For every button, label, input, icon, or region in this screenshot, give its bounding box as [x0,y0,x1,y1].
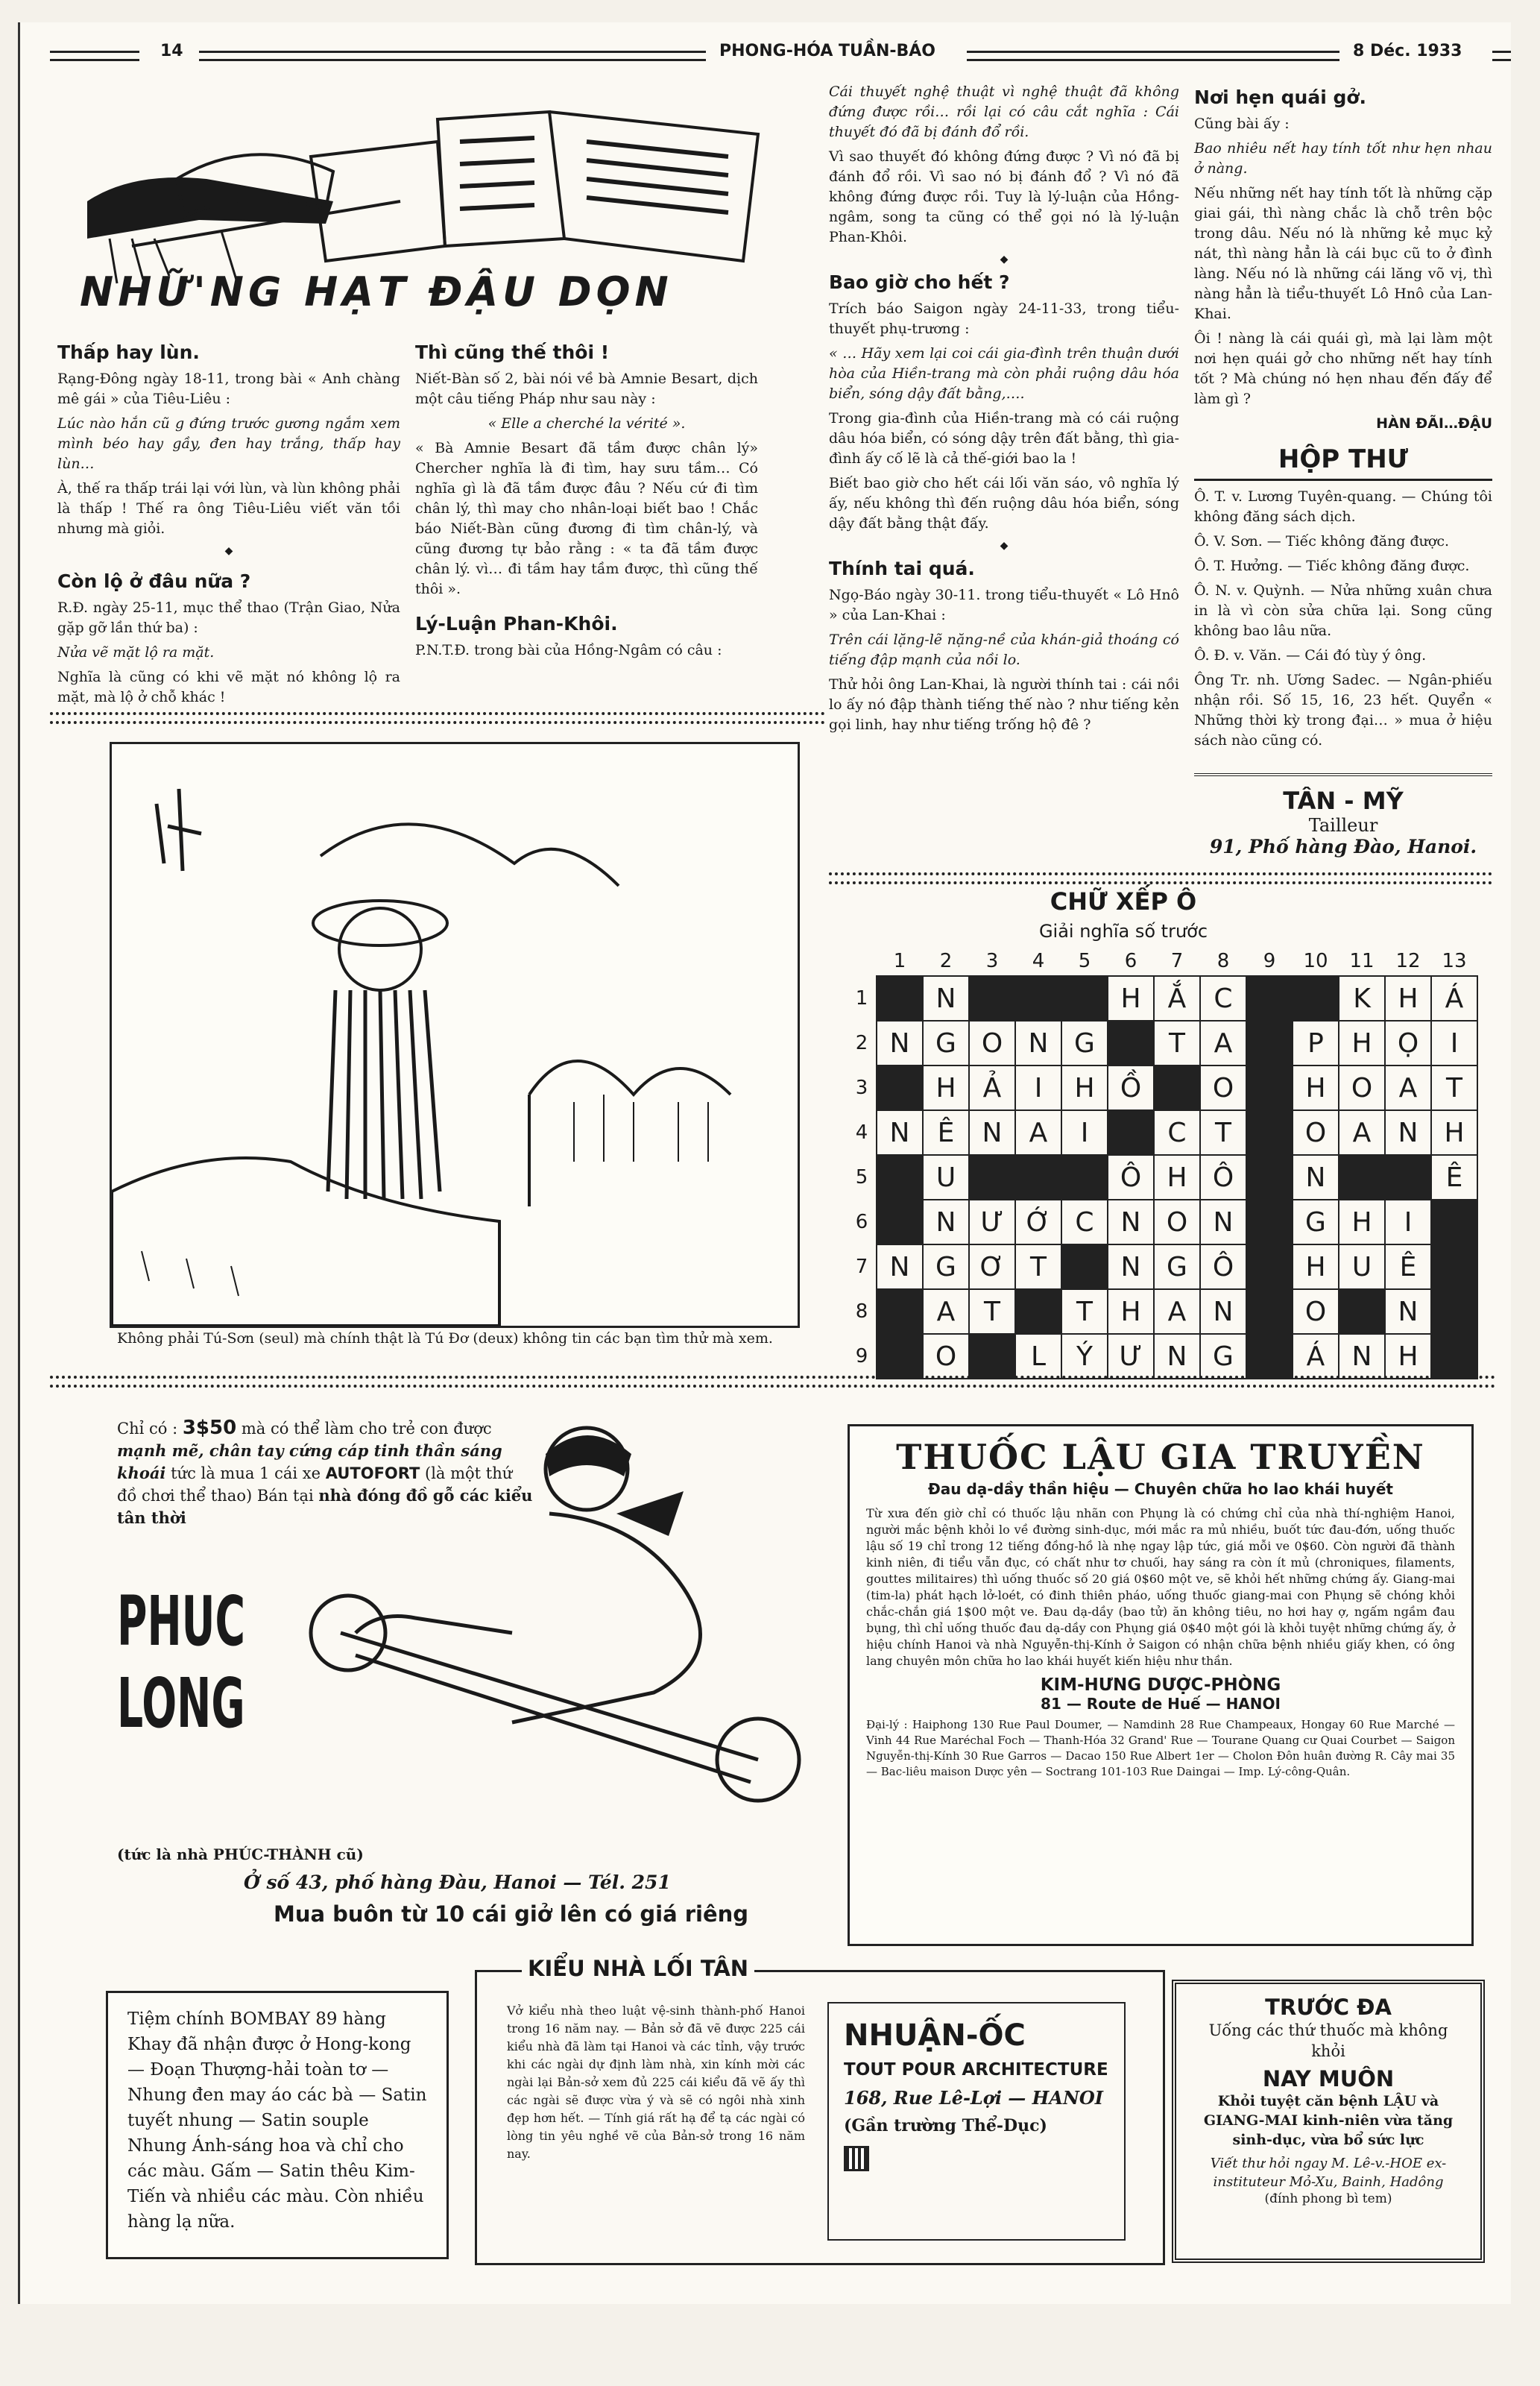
article-quote: Lúc nào hắn cũ g đứng trước gương ngắm xem mình béo hay gầy, đen hay trắng, thấp hay lùn… [57,415,400,472]
crossword-row-number: 4 [855,1121,868,1144]
crossword-title: CHỮ XẾP Ô [1050,887,1197,916]
crossword-cell: H [1431,1110,1477,1155]
paper-name: PHONG-HÓA TUẦN-BÁO [713,42,941,60]
crossword-cell: H [923,1065,969,1110]
crossword-cell: Ê [1431,1155,1477,1200]
section-title: NHỮ'NG HẠT ĐẬU DỌN [80,268,673,315]
crossword-black-cell [1015,1155,1061,1200]
mailbox-entry: Ô. T. v. Lương Tuyên-quang. — Chúng tôi không đăng sách dịch. [1194,488,1492,525]
crossword-cell: L [1015,1334,1061,1379]
article-text: Cũng bài ấy : [1194,116,1290,132]
mailbox-entry: Ông Tr. nh. Ương Sadec. — Ngân-phiếu nhận rồi. Số 15, 16, 23 hết. Quyển « Những thời kỳ trong đại… » mua ở hiệu sách nào cũng có. [1194,672,1492,749]
article-title: Bao giờ cho hết ? [829,271,1010,293]
crossword-cell: T [1015,1244,1061,1289]
firm-subtitle: TOUT POUR ARCHITECTURE [844,2060,1108,2080]
medicine-ad [848,1424,1474,1946]
crossword-row-number: 8 [855,1300,868,1323]
crossword-cell: I [1385,1200,1431,1244]
crossword-cell: N [877,1244,923,1289]
article-title: Thì cũng thế thôi ! [415,341,610,363]
divider [50,712,825,724]
crossword-cell: T [1200,1110,1246,1155]
crossword-col-number: 3 [985,950,999,972]
crossword-cell: H [1108,1289,1154,1334]
mailbox-entry: Ô. V. Sơn. — Tiếc không đăng được. [1194,533,1450,550]
crossword-cell: O [1200,1065,1246,1110]
article-text: R.Đ. ngày 25-11, mục thể thao (Trận Giao, Nửa gặp gỡ lần thứ ba) : [57,599,400,636]
crossword-cell: Ô [1200,1244,1246,1289]
crossword-cell: H [1293,1065,1339,1110]
crossword-cell: A [1339,1110,1385,1155]
crossword-cell: N [1385,1289,1431,1334]
article-quote: « Elle a cherché la vérité ». [487,415,686,432]
crossword-black-cell [1339,1289,1385,1334]
crossword-cell: C [1200,976,1246,1021]
child-on-scooter-drawing [266,1409,818,1812]
separator-diamond: ◆ [1000,540,1009,552]
crossword-cell: N [877,1021,923,1065]
article-quote: Bao nhiêu nết hay tính tốt như hẹn nhau ở nàng. [1194,140,1492,177]
cartoon-frame [110,742,800,1328]
crossword-cell: T [1061,1289,1108,1334]
article-title: Nơi hẹn quái gở. [1194,86,1367,108]
crossword-cell: G [923,1021,969,1065]
article-text: Biết bao giờ cho hết cái lối văn sáo, vô nghĩa lý ấy, nếu không thì đến ruộng dâu hóa biển, sóng dậy đất bằng thật đấy. [829,475,1179,532]
crossword-black-cell [877,1334,923,1379]
crossword-cell: A [1015,1110,1061,1155]
article-text: P.N.T.Đ. trong bài của Hồng-Ngâm có câu : [415,642,722,658]
signature: HÀN ĐÃI…ĐẬU [1376,415,1492,432]
crossword-row-number: 9 [855,1345,868,1367]
crossword-black-cell [1246,1334,1293,1379]
cure-contact: Viết thư hỏi ngay M. Lê-v.-HOE ex-instituteur Mỏ-Xu, Bainh, Hadông [1210,2156,1447,2190]
wholesale-note: Mua buôn từ 10 cái giở lên có giá riêng [274,1901,749,1927]
tailor-ad [1194,773,1492,857]
crossword-row-number: 6 [855,1211,868,1233]
crossword-black-cell [1108,1021,1154,1065]
ad-text: nhà đóng đồ gỗ các kiểu tân thời [117,1486,533,1527]
crossword-cell: Ắ [1154,976,1200,1021]
crossword-cell: Ồ [1108,1065,1154,1110]
crossword-cell: N [923,1200,969,1244]
crossword-cell: N [1108,1244,1154,1289]
crossword-cell: Ư [1108,1334,1154,1379]
crossword-black-cell [1154,1065,1200,1110]
crossword-cell: N [923,976,969,1021]
crossword-black-cell [969,976,1015,1021]
crossword-subtitle: Giải nghĩa số trước [1038,921,1208,942]
mailbox-entry: Ô. Đ. v. Văn. — Cái đó tùy ý ông. [1194,647,1427,664]
crossword-col-number: 2 [939,950,953,972]
crossword-cell: Ô [1200,1155,1246,1200]
firm-name: NHUẬN-ỐC [844,2018,1026,2053]
article-text: Trong gia-đình của Hiền-trang mà có cái ruộng dâu hóa biển, có sóng dậy trên đất bằng, thì gia-đình ấy cố lẽ là cả thế-giới bao la ! [829,410,1179,467]
crossword-cell: A [1154,1289,1200,1334]
crossword-cell: H [1108,976,1154,1021]
price: 3$50 [182,1417,237,1439]
crossword-cell: A [923,1289,969,1334]
crossword-row-number: 2 [855,1032,868,1054]
crossword-black-cell [1246,976,1293,1021]
crossword-black-cell [1108,1110,1154,1155]
crossword-col-number: 4 [1032,950,1045,972]
ad-text: mà có thể làm cho trẻ con được [241,1420,492,1438]
logo-line: LONG [117,1663,245,1743]
tailor-subtitle: Tailleur [1308,815,1378,836]
crossword-black-cell [1431,1289,1477,1334]
crossword-cell: C [1154,1110,1200,1155]
pharmacy-name: KIM-HƯNG DƯỢC-PHÒNG [1040,1675,1281,1695]
crossword-black-cell [1246,1244,1293,1289]
tailor-address: 91, Phố hàng Đào, Hanoi. [1209,836,1477,857]
crossword-row-number: 7 [855,1256,868,1278]
crossword-cell: Á [1431,976,1477,1021]
tailor-name: TÂN - MỸ [1283,787,1404,815]
crossword-col-number: 1 [893,950,906,972]
crossword-black-cell [1293,976,1339,1021]
crossword-black-cell [877,976,923,1021]
crossword-cell: O [1293,1110,1339,1155]
crossword-black-cell [1061,976,1108,1021]
crossword-cell: H [1061,1065,1108,1110]
crossword-cell: I [1431,1021,1477,1065]
article-text: « Bà Amnie Besart đã tầm được chân lý» Chercher nghĩa là đi tìm, hay sưu tầm… Có nghĩa gì là đã tầm được đâu ? Nếu cứ đi tìm chân lý, thì may cho nhân-loại biết bao ! Chắc báo Niết-Bàn cũng đương đi tìm chân-lý, và cũng đương tự bảo rằng : « ta đã tầm được chân lý. vì… đi tầm hay tầm được, thì cũng thế thôi ». [415,440,758,597]
title-illustration [87,89,803,291]
crossword-black-cell [1246,1200,1293,1244]
crossword-black-cell [1015,1289,1061,1334]
crossword-cell: N [1293,1155,1339,1200]
pen-and-papers-drawing [87,89,803,291]
cartoon-caption: Không phải Tú-Sơn (seul) mà chính thật là Tú Đơ (deux) không tin các bạn tìm thử mà xem. [117,1330,773,1347]
crossword-black-cell [969,1334,1015,1379]
crossword-cell: K [1339,976,1385,1021]
crossword-black-cell [1246,1155,1293,1200]
crossword-black-cell [1246,1021,1293,1065]
article-quote: Trên cái lặng-lẽ nặng-nề của khán-giả thoáng có tiếng đập mạnh của nồi lo. [829,632,1179,668]
crossword-col-number: 9 [1263,950,1276,972]
crossword-cell: N [1015,1021,1061,1065]
article-quote: « … Hãy xem lại coi cái gia-đình trên thuận dưới hòa của Hiền-trang mà còn phải ruộng dâu hóa biển, sóng dậy đất bằng,…. [829,345,1179,402]
crossword-cell: Ô [1108,1155,1154,1200]
cure-note: (đính phong bì tem) [1264,2191,1392,2206]
column-4 [1194,82,1492,857]
crossword-cell: N [1339,1334,1385,1379]
ad-text: Chỉ có : [117,1420,178,1438]
ad-text: tức là mua 1 cái xe [171,1464,321,1482]
cure-text: Khỏi tuyệt căn bệnh LẬU và GIANG-MAI kinh-niên vừa tăng sinh-dục, vừa bổ sức lực [1203,2093,1454,2148]
pharmacy-address: 81 — Route de Huế — HANOI [1041,1695,1281,1713]
crossword-cell: G [1061,1021,1108,1065]
crossword-cell: O [1293,1289,1339,1334]
crossword-cell: A [1385,1065,1431,1110]
crossword-cell: Ả [969,1065,1015,1110]
crossword-cell: Ư [969,1200,1015,1244]
crossword-black-cell [877,1065,923,1110]
crossword-col-number: 5 [1078,950,1091,972]
crossword-cell: H [1154,1155,1200,1200]
crossword-black-cell [1339,1155,1385,1200]
ad-text: (là một thứ đồ chơi thể thao) [117,1464,513,1505]
crossword-cell: H [1293,1244,1339,1289]
crossword-cell: Ý [1061,1334,1108,1379]
cure-text: Uống các thứ thuốc mà không khỏi [1208,2021,1448,2060]
crossword-cell: I [1061,1110,1108,1155]
crossword-cell: O [969,1021,1015,1065]
article-text: Thử hỏi ông Lan-Khai, là người thính tai : cái nồi lo ấy nó đập thành tiếng thế nào ? như tiếng kẻn gọi linh, hay như tiếng trống hộ đê ? [829,676,1179,733]
house-ad [475,1956,1165,2265]
cartoon-seated-man [112,744,798,1326]
crossword-cell: G [923,1244,969,1289]
medicine-title: THUỐC LẬU GIA TRUYỀN [896,1437,1425,1477]
crossword-cell: Ê [923,1110,969,1155]
column-2 [415,328,758,665]
crossword-col-number: 7 [1170,950,1184,972]
crossword-col-number: 11 [1349,950,1375,972]
column-1 [57,328,400,712]
crossword-col-number: 12 [1395,950,1421,972]
crossword-black-cell [969,1155,1015,1200]
autofort-ad [57,1409,833,1946]
separator-diamond: ◆ [1000,254,1009,265]
crossword-cell: N [969,1110,1015,1155]
crossword-cell: O [1154,1200,1200,1244]
divider [829,872,1492,884]
article-text: Ngọ-Báo ngày 30-11. trong tiểu-thuyết « Lô Hnô » của Lan-Khai : [829,587,1179,623]
architect-box [827,2002,1126,2241]
crossword-col-number: 13 [1442,950,1467,972]
crossword-black-cell [1246,1065,1293,1110]
mailbox-title: HỘP THƯ [1194,444,1492,481]
cure-ad [1172,1980,1485,2263]
crossword-col-number: 8 [1216,950,1230,972]
crossword-black-cell [1061,1244,1108,1289]
separator-diamond: ◆ [224,545,233,557]
crossword-cell: N [1154,1334,1200,1379]
crossword-black-cell [877,1155,923,1200]
page-number: 14 [154,42,189,60]
article-text: Vì sao thuyết đó không đứng được ? Vì nó đã bị đánh đổ rồi. Vì sao nó bị đánh đổ ? Vì nó đã không đứng được rồi. Tuy là lý-luận của Hồng-ngâm, song ta cũng có thể gọi nó là lý-luận Phan-Khôi. [829,148,1179,245]
crossword-cell: T [1154,1021,1200,1065]
crossword-cell: Ớ [1015,1200,1061,1244]
crossword-cell: Ơ [969,1244,1015,1289]
crossword-cell: I [1015,1065,1061,1110]
crossword-black-cell [877,1200,923,1244]
crossword-cell: G [1293,1200,1339,1244]
crossword-col-number: 6 [1124,950,1137,972]
crossword-black-cell [1015,976,1061,1021]
firm-note: (Gần trường Thể-Dục) [844,2116,1047,2135]
crossword-cell: O [923,1334,969,1379]
medicine-body: Từ xưa đến giờ chỉ có thuốc lậu nhãn con Phụng là có chứng chỉ của nhà thí-nghiệm Hanoi, người mắc bệnh khỏi lo về đường sinh-dục, mới mắc ra mủ nhiều, buốt tức đau-đớn, uống thuốc lậu số 19 chỉ trong 12 tiếng đồng-hồ là nhẹ ngay lập tức, giá mỗi ve 0$60. Còn người đã thành kinh niên, đi tiểu vẫn đục, có chất như tơ chuối, hay sáng ra còn ít mủ (chroniques, filaments, gouttes militaires) thì uống thuốc số 20 giá 0$60 một ve, sẽ khỏi hết những chứng ấy. Giang-mai (tim-la) phát hạch lở-loét, có đinh thiên pháo, uống thuốc giang-mai con Phụng sẽ chóng khỏi chắc-chắn giá 1$00 một ve. Đau dạ-dầy (bao tử) ăn không tiêu, no hơi hay ợ, ngấm ngầm đau bụng, thì chỉ uống thuốc đau dạ-dầy con Phụng giá 0$40 một gói là khỏi tuyệt những chứng ấy, ở hiệu chính Hanoi và nhà Nguyễn-thị-Kính ở Saigon có nhận chữa bệnh nhiều giấy khen, có ông lang chuyên môn chữa ho lao khái huyết kiến hiệu như thần. [866,1506,1455,1668]
ad-text: mạnh mẽ, chân tay cứng cáp tinh thần sáng khoái [117,1441,502,1482]
article-text: Niết-Bàn số 2, bài nói về bà Amnie Besart, dịch một câu tiếng Pháp như sau này : [415,371,758,407]
former-name: (tức là nhà PHÚC-THÀNH cũ) [117,1845,364,1863]
article-text: Nếu những nết hay tính tốt là những cặp giai gái, thì nàng chắc là chỗ trên bộc trong dâu. Nếu nó là những kẻ mục kỷ nát, thì nàng hẳn là cái bục cũ to ở đình làng. Nếu nó là những cái lăng võ vị, thì nàng hẳn là tiểu-thuyết Lô Hnô của Lan-Khai. [1194,185,1492,322]
crossword-col-number: 10 [1303,950,1328,972]
crossword-cell: T [1431,1065,1477,1110]
house-ad-title: KIỂU NHÀ LỐI TÂN [522,1956,754,1981]
medicine-subtitle: Đau dạ-dầy thần hiệu — Chuyên chữa ho lao khái huyết [928,1480,1393,1498]
cure-title-2: NAY MUÔN [1262,2066,1395,2091]
crossword-cell: A [1200,1021,1246,1065]
divider [50,1376,1496,1388]
newspaper-page [18,22,1511,2304]
issue-date: 8 Déc. 1933 [1347,42,1468,60]
crossword-black-cell [1061,1155,1108,1200]
crossword-cell: H [1385,1334,1431,1379]
crossword-black-cell [1246,1110,1293,1155]
crossword-row-number: 3 [855,1077,868,1099]
crossword-black-cell [1431,1244,1477,1289]
article-text: Nghĩa là cũng có khi vẽ mặt nó không lộ ra mặt, mà lộ ở chỗ khác ! [57,669,400,705]
crossword-row-number: 5 [855,1166,868,1189]
ad-text: Bán tại [256,1487,314,1505]
article-text: Cái thuyết nghệ thuật vì nghệ thuật đã không đứng được rồi… rồi lại có câu cắt nghĩa : Cái thuyết đó đã bị đánh đổ rồi. [829,84,1179,140]
article-text: Trích báo Saigon ngày 24-11-33, trong tiểu-thuyết phụ-trương : [829,300,1179,337]
crossword-cell: H [1385,976,1431,1021]
crossword-black-cell [1431,1334,1477,1379]
crossword-black-cell [877,1289,923,1334]
crossword-cell: N [1108,1200,1154,1244]
crossword-cell: N [1200,1289,1246,1334]
crossword-black-cell [1431,1200,1477,1244]
article-title: Lý-Luận Phan-Khôi. [415,613,618,635]
crossword-grid [848,947,1478,1379]
brand-name: AUTOFORT [325,1464,420,1482]
article-title: Thính tai quá. [829,558,975,579]
crossword-cell: P [1293,1021,1339,1065]
article-title: Còn lộ ở đâu nữa ? [57,570,251,592]
crossword-cell: Ê [1385,1244,1431,1289]
crossword-puzzle [848,947,1478,1379]
column-3 [829,82,1179,740]
shop-address: Ở số 43, phố hàng Đàu, Hanoi — Tél. 251 [244,1872,671,1893]
mailbox-entry: Ô. N. v. Quỳnh. — Nửa những xuân chưa in là vì còn sửa chữa lại. Song cũng không bao lâu nữa. [1194,582,1492,639]
article-text: À, thế ra thấp trái lại với lùn, và lùn không phải là thấp ! Thế ra ông Tiêu-Liêu viết văn tồi nhưng mà giỏi. [57,480,400,537]
crossword-cell: Á [1293,1334,1339,1379]
crossword-black-cell [1246,1289,1293,1334]
crossword-cell: H [1339,1021,1385,1065]
crossword-cell: H [1339,1200,1385,1244]
mailbox-entry: Ô. T. Hưởng. — Tiếc không đăng được. [1194,558,1470,574]
phuc-long-logo [117,1581,245,1745]
article-quote: Nửa vẽ mặt lộ ra mặt. [57,644,215,661]
crossword-cell: U [923,1155,969,1200]
crossword-cell: Ọ [1385,1021,1431,1065]
crossword-cell: G [1200,1334,1246,1379]
cure-title-1: TRƯỚC ĐA [1265,1995,1392,2020]
crossword-cell: N [877,1110,923,1155]
crossword-cell: O [1339,1065,1385,1110]
article-text: Rạng-Đông ngày 18-11, trong bài « Anh chàng mê gái » của Tiêu-Liêu : [57,371,400,407]
firm-address: 168, Rue Lê-Lợi — HANOI [844,2087,1104,2109]
logo-line: PHUC [117,1581,245,1661]
crossword-cell: T [969,1289,1015,1334]
crossword-black-cell [1385,1155,1431,1200]
agents-list: Đại-lý : Haiphong 130 Rue Paul Doumer, — Namdinh 28 Rue Champeaux, Hongay 60 Rue Marché — Vinh 44 Rue Maréchal Foch — Thanh-Hóa 32 Grand' Rue — Tourane Quang cư Quai Courbet — Saigon Nguyễn-thị-Kính 30 Rue Garros — Dacao 150 Rue Albert 1er — Cholon Đôn huân đường R. Cây mai 35 — Bac-liêu maison Dược yên — Soctrang 101-103 Rue Daingai — Imp. Lý-công-Quân. [866,1718,1455,1778]
crossword-cell: C [1061,1200,1108,1244]
article-text: Ôi ! nàng là cái quái gì, mà lại làm một nơi hẹn quái gở cho những nết hay tính tốt ? Mà chúng nó hẹn nhau đến đấy để làm gì ? [1194,330,1492,407]
crossword-row-number: 1 [855,987,868,1010]
building-icon [844,2146,869,2171]
crossword-cell: N [1200,1200,1246,1244]
bombay-ad: Tiệm chính BOMBAY 89 hàng Khay đã nhận được ở Hong-kong — Đoạn Thượng-hải toàn tơ — Nhung đen may áo các bà — Satin tuyết nhung — Satin souple Nhung Ánh-sáng hoa và chỉ cho các màu. Gấm — Satin thêu Kim-Tiến và nhiều các màu. Còn nhiều hàng lạ nữa. [106,1991,449,2259]
page-header [50,39,1511,69]
crossword-cell: N [1385,1110,1431,1155]
house-ad-body: Vở kiểu nhà theo luật vệ-sinh thành-phố Hanoi trong 16 năm nay. — Bản sở đã vẽ được 225 cái kiểu nhà đã làm tại Hanoi và các tỉnh, vậy trước khi các ngài dự định làm nhà, xin kính mời các ngài lại Bản-sở xem đủ 225 cái kiểu đã vẽ ấy thì các ngài sẽ được vừa ý và sẽ có ngôi nhà xinh đẹp hơn hết. — Tính giá rất hạ để tạ các ngài có lòng tin yêu nghề vẽ của Bản-sở trong 16 năm nay. [507,2003,805,2161]
crossword-cell: G [1154,1244,1200,1289]
crossword-cell: U [1339,1244,1385,1289]
article-title: Thấp hay lùn. [57,341,200,363]
